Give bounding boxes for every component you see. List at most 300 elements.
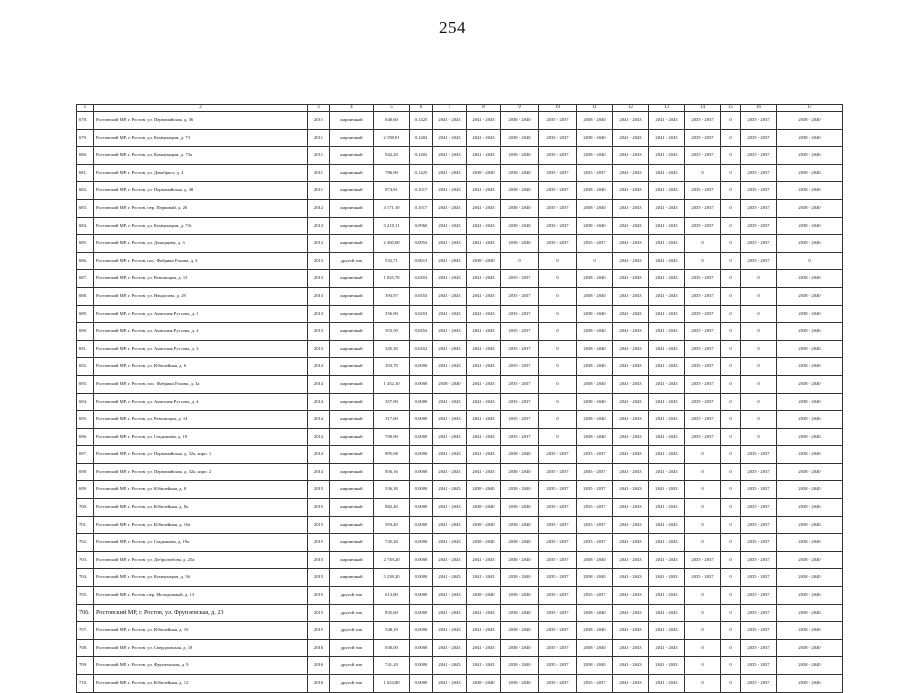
material-cell: кирпичный [330, 428, 374, 446]
row-number: 697. [77, 446, 94, 464]
period-cell: 2038 - 2040 [777, 287, 843, 305]
table-row [77, 340, 843, 358]
area-cell: 593,40 [374, 516, 410, 534]
period-cell: 2041 - 2043 [613, 428, 649, 446]
column-header: 1 [77, 105, 94, 112]
table-row [77, 604, 843, 622]
area-cell: 356,90 [374, 305, 410, 323]
period-cell: 0 [721, 199, 741, 217]
period-cell: 2035 - 2037 [685, 411, 721, 429]
row-number: 708. [77, 639, 94, 657]
table-row [77, 675, 843, 693]
address-cell: Ростовский МР, г. Ростов, ул. Юбилейная, д. 8а [94, 499, 308, 517]
period-cell: 2041 - 2043 [433, 551, 467, 569]
period-cell: 2041 - 2043 [467, 340, 501, 358]
period-cell: 2038 - 2040 [501, 604, 539, 622]
period-cell: 2038 - 2040 [777, 182, 843, 200]
period-cell: 0 [721, 428, 741, 446]
period-cell: 2038 - 2040 [777, 622, 843, 640]
row-number: 678. [77, 112, 94, 130]
period-cell: 2041 - 2043 [613, 481, 649, 499]
period-cell: 2038 - 2040 [577, 340, 613, 358]
period-cell: 0 [721, 622, 741, 640]
coefficient-cell: 0,0453 [410, 270, 433, 288]
column-header: 15 [721, 105, 741, 112]
period-cell: 2038 - 2040 [777, 569, 843, 587]
period-cell: 0 [685, 446, 721, 464]
period-cell: 2041 - 2043 [467, 428, 501, 446]
period-cell: 2041 - 2043 [467, 569, 501, 587]
area-cell: 336,30 [374, 481, 410, 499]
year-cell: 2011 [308, 147, 330, 165]
row-number: 681. [77, 164, 94, 182]
table-row [77, 411, 843, 429]
period-cell: 2035 - 2037 [539, 551, 577, 569]
address-cell: Ростовский МР, г. Ростов, пос. Фабрики Рахова, д. 3а [94, 375, 308, 393]
period-cell: 2041 - 2043 [649, 657, 685, 675]
row-number: 703. [77, 551, 94, 569]
coefficient-cell: 0,0000 [410, 622, 433, 640]
row-number: 701. [77, 516, 94, 534]
period-cell: 2035 - 2037 [539, 622, 577, 640]
area-cell: 2 360,00 [374, 235, 410, 253]
period-cell: 2041 - 2043 [433, 235, 467, 253]
period-cell: 2041 - 2043 [467, 323, 501, 341]
period-cell: 2035 - 2037 [539, 182, 577, 200]
period-cell: 2041 - 2043 [649, 252, 685, 270]
period-cell: 2041 - 2043 [467, 182, 501, 200]
coefficient-cell: 0,0613 [410, 252, 433, 270]
period-cell: 2041 - 2043 [613, 569, 649, 587]
period-cell: 2035 - 2037 [539, 217, 577, 235]
period-cell: 0 [721, 411, 741, 429]
period-cell: 2035 - 2037 [685, 323, 721, 341]
coefficient-cell: 0,0000 [410, 463, 433, 481]
period-cell: 2041 - 2043 [433, 147, 467, 165]
table-row [77, 199, 843, 217]
material-cell: кирпичный [330, 112, 374, 130]
period-cell: 0 [685, 604, 721, 622]
area-cell: 630,00 [374, 639, 410, 657]
period-cell: 2038 - 2040 [577, 639, 613, 657]
period-cell: 2035 - 2037 [741, 182, 777, 200]
year-cell: 2016 [308, 657, 330, 675]
row-number: 707. [77, 622, 94, 640]
period-cell: 2035 - 2037 [685, 358, 721, 376]
address-cell: Ростовский МР, г. Ростов, ул. Коммунаров, д. 56 [94, 569, 308, 587]
period-cell: 2041 - 2043 [649, 569, 685, 587]
period-cell: 2035 - 2037 [501, 323, 539, 341]
table-row [77, 516, 843, 534]
year-cell: 2016 [308, 639, 330, 657]
period-cell: 2035 - 2037 [539, 534, 577, 552]
page-number: 254 [439, 18, 466, 37]
row-number: 690. [77, 323, 94, 341]
period-cell: 2035 - 2037 [685, 217, 721, 235]
period-cell: 2041 - 2043 [649, 463, 685, 481]
period-cell: 2041 - 2043 [649, 164, 685, 182]
period-cell: 0 [685, 499, 721, 517]
period-cell: 2041 - 2043 [467, 657, 501, 675]
period-cell: 2038 - 2040 [501, 551, 539, 569]
coefficient-cell: 0,0000 [410, 481, 433, 499]
year-cell: 2012 [308, 217, 330, 235]
period-cell: 2035 - 2037 [577, 446, 613, 464]
period-cell: 0 [741, 340, 777, 358]
period-cell: 2041 - 2043 [649, 112, 685, 130]
period-cell: 2041 - 2043 [433, 639, 467, 657]
period-cell: 2041 - 2043 [467, 622, 501, 640]
period-cell: 2038 - 2040 [577, 411, 613, 429]
area-cell: 4 171,10 [374, 199, 410, 217]
material-cell: кирпичный [330, 287, 374, 305]
coefficient-cell: 0,0000 [410, 499, 433, 517]
period-cell: 2038 - 2040 [777, 587, 843, 605]
year-cell: 2015 [308, 516, 330, 534]
period-cell: 0 [685, 675, 721, 693]
address-cell: Ростовский МР, г. Ростов, ул. Революции, д. 14 [94, 411, 308, 429]
period-cell: 2038 - 2040 [777, 428, 843, 446]
column-header: 12 [613, 105, 649, 112]
address-cell: Ростовский МР, г. Ростов, ул. Первомайская, д. 48 [94, 182, 308, 200]
period-cell: 0 [539, 358, 577, 376]
coefficient-cell: 0,0000 [410, 604, 433, 622]
period-cell: 2038 - 2040 [777, 411, 843, 429]
period-cell: 2035 - 2037 [741, 481, 777, 499]
period-cell: 2038 - 2040 [467, 164, 501, 182]
period-cell: 2041 - 2043 [467, 463, 501, 481]
year-cell: 2011 [308, 129, 330, 147]
material-cell: кирпичный [330, 534, 374, 552]
period-cell: 2041 - 2043 [649, 411, 685, 429]
period-cell: 0 [721, 323, 741, 341]
period-cell: 2041 - 2043 [433, 534, 467, 552]
period-cell: 2035 - 2037 [539, 587, 577, 605]
period-cell: 2038 - 2040 [777, 323, 843, 341]
period-cell: 2041 - 2043 [467, 129, 501, 147]
period-cell: 0 [685, 235, 721, 253]
period-cell: 2041 - 2043 [649, 147, 685, 165]
year-cell: 2013 [308, 305, 330, 323]
coefficient-cell: 0,0000 [410, 587, 433, 605]
table-row [77, 182, 843, 200]
period-cell: 2041 - 2043 [467, 199, 501, 217]
period-cell: 2041 - 2043 [467, 235, 501, 253]
period-cell: 2038 - 2040 [777, 657, 843, 675]
period-cell: 2035 - 2037 [501, 305, 539, 323]
period-cell: 2035 - 2037 [539, 675, 577, 693]
row-number: 685. [77, 235, 94, 253]
period-cell: 2041 - 2043 [433, 393, 467, 411]
table-row [77, 481, 843, 499]
period-cell: 0 [577, 252, 613, 270]
area-cell: 5 210,11 [374, 217, 410, 235]
period-cell: 2041 - 2043 [613, 446, 649, 464]
period-cell: 2038 - 2040 [501, 112, 539, 130]
year-cell: 2015 [308, 569, 330, 587]
period-cell: 2038 - 2040 [501, 587, 539, 605]
period-cell: 2041 - 2043 [649, 287, 685, 305]
address-cell: Ростовский МР, г. Ростов, ул. Некрасова, д. 29 [94, 287, 308, 305]
table-row [77, 375, 843, 393]
registry-table [76, 104, 843, 693]
period-cell: 2038 - 2040 [777, 147, 843, 165]
coefficient-cell: 0,0452 [410, 323, 433, 341]
period-cell: 2038 - 2040 [577, 217, 613, 235]
year-cell: 2011 [308, 112, 330, 130]
period-cell: 2035 - 2037 [539, 112, 577, 130]
period-cell: 2041 - 2043 [433, 411, 467, 429]
address-cell: Ростовский МР, г. Ростов, ул. Гладышева, д. 19а [94, 534, 308, 552]
row-number: 702. [77, 534, 94, 552]
period-cell: 2041 - 2043 [613, 393, 649, 411]
period-cell: 0 [721, 375, 741, 393]
period-cell: 2035 - 2037 [501, 375, 539, 393]
row-number: 700. [77, 499, 94, 517]
period-cell: 2038 - 2040 [777, 270, 843, 288]
area-cell: 345,30 [374, 340, 410, 358]
period-cell: 2038 - 2040 [501, 217, 539, 235]
column-header: 2 [94, 105, 308, 112]
period-cell: 2041 - 2043 [649, 217, 685, 235]
period-cell: 2035 - 2037 [741, 569, 777, 587]
period-cell: 2041 - 2043 [433, 428, 467, 446]
area-cell: 745,20 [374, 534, 410, 552]
period-cell: 2035 - 2037 [741, 199, 777, 217]
period-cell: 2041 - 2043 [613, 340, 649, 358]
period-cell: 2041 - 2043 [433, 340, 467, 358]
period-cell: 2035 - 2037 [741, 499, 777, 517]
period-cell: 2035 - 2037 [685, 112, 721, 130]
address-cell: Ростовский МР, г. Ростов, ул. Фрунзенская, д. 9 [94, 657, 308, 675]
period-cell: 2035 - 2037 [577, 463, 613, 481]
period-cell: 2041 - 2043 [433, 182, 467, 200]
coefficient-cell: 0,0000 [410, 675, 433, 693]
column-header: 11 [577, 105, 613, 112]
period-cell: 2035 - 2037 [741, 463, 777, 481]
period-cell: 0 [685, 622, 721, 640]
period-cell: 2038 - 2040 [467, 516, 501, 534]
period-cell: 2035 - 2037 [685, 270, 721, 288]
material-cell: кирпичный [330, 463, 374, 481]
period-cell: 2035 - 2037 [539, 463, 577, 481]
period-cell: 2038 - 2040 [577, 569, 613, 587]
period-cell: 0 [685, 516, 721, 534]
row-number: 694. [77, 393, 94, 411]
period-cell: 2041 - 2043 [467, 287, 501, 305]
period-cell: 2041 - 2043 [433, 516, 467, 534]
period-cell: 2035 - 2037 [577, 499, 613, 517]
column-header: 8 [467, 105, 501, 112]
period-cell: 2038 - 2040 [433, 375, 467, 393]
period-cell: 2041 - 2043 [613, 199, 649, 217]
period-cell: 2038 - 2040 [577, 657, 613, 675]
period-cell: 2035 - 2037 [539, 147, 577, 165]
period-cell: 2041 - 2043 [433, 569, 467, 587]
period-cell: 2041 - 2043 [649, 305, 685, 323]
period-cell: 2041 - 2043 [433, 199, 467, 217]
coefficient-cell: 0,1425 [410, 164, 433, 182]
period-cell: 0 [685, 587, 721, 605]
column-header: 6 [410, 105, 433, 112]
period-cell: 2041 - 2043 [433, 622, 467, 640]
period-cell: 0 [721, 446, 741, 464]
period-cell: 0 [741, 305, 777, 323]
period-cell: 2035 - 2037 [685, 287, 721, 305]
period-cell: 2041 - 2043 [467, 217, 501, 235]
period-cell: 2041 - 2043 [649, 516, 685, 534]
table-row [77, 305, 843, 323]
period-cell: 2041 - 2043 [467, 411, 501, 429]
period-cell: 2038 - 2040 [577, 358, 613, 376]
period-cell: 2038 - 2040 [577, 287, 613, 305]
period-cell: 2035 - 2037 [741, 551, 777, 569]
period-cell: 2035 - 2037 [577, 534, 613, 552]
period-cell: 0 [685, 481, 721, 499]
coefficient-cell: 0,0000 [410, 411, 433, 429]
address-cell: Ростовский МР, г. Ростов, ул. Анатолия Руссова, д. 3 [94, 340, 308, 358]
period-cell: 2035 - 2037 [539, 235, 577, 253]
area-cell: 2 198,01 [374, 129, 410, 147]
period-cell: 2041 - 2043 [613, 587, 649, 605]
area-cell: 700,90 [374, 428, 410, 446]
period-cell: 2035 - 2037 [741, 516, 777, 534]
period-cell: 2038 - 2040 [501, 622, 539, 640]
material-cell: кирпичный [330, 393, 374, 411]
coefficient-cell: 0,1017 [410, 199, 433, 217]
material-cell: кирпичный [330, 305, 374, 323]
coefficient-cell: 0,0000 [410, 393, 433, 411]
period-cell: 2038 - 2040 [501, 481, 539, 499]
coefficient-cell: 0,0000 [410, 428, 433, 446]
area-cell: 1 432,10 [374, 375, 410, 393]
period-cell: 2041 - 2043 [613, 147, 649, 165]
period-cell: 2035 - 2037 [741, 252, 777, 270]
year-cell: 2014 [308, 411, 330, 429]
year-cell: 2015 [308, 534, 330, 552]
period-cell: 2035 - 2037 [539, 516, 577, 534]
period-cell: 0 [539, 428, 577, 446]
material-cell: другой тип [330, 657, 374, 675]
period-cell: 0 [721, 463, 741, 481]
column-header: 17 [777, 105, 843, 112]
area-cell: 532,71 [374, 252, 410, 270]
period-cell: 2041 - 2043 [613, 463, 649, 481]
period-cell: 2035 - 2037 [539, 499, 577, 517]
period-cell: 2038 - 2040 [501, 446, 539, 464]
period-cell: 0 [539, 270, 577, 288]
period-cell: 0 [721, 516, 741, 534]
row-number: 699. [77, 481, 94, 499]
period-cell: 2041 - 2043 [649, 639, 685, 657]
row-number: 692. [77, 358, 94, 376]
table-row [77, 569, 843, 587]
registry-table-container [76, 104, 842, 693]
period-cell: 0 [721, 252, 741, 270]
period-cell: 0 [741, 411, 777, 429]
year-cell: 2013 [308, 252, 330, 270]
period-cell: 2038 - 2040 [777, 340, 843, 358]
period-cell: 2038 - 2040 [501, 199, 539, 217]
period-cell: 2035 - 2037 [685, 393, 721, 411]
period-cell: 0 [721, 112, 741, 130]
period-cell: 2035 - 2037 [685, 569, 721, 587]
period-cell: 2038 - 2040 [577, 112, 613, 130]
period-cell: 2041 - 2043 [433, 499, 467, 517]
period-cell: 2035 - 2037 [539, 639, 577, 657]
address-cell: Ростовский МР, г. Ростов, ул. Анатолия Руссова, д. 4 [94, 393, 308, 411]
material-cell: кирпичный [330, 199, 374, 217]
period-cell: 2038 - 2040 [777, 358, 843, 376]
header-row [77, 105, 843, 112]
period-cell: 0 [777, 252, 843, 270]
period-cell: 2038 - 2040 [577, 428, 613, 446]
period-cell: 2041 - 2043 [613, 287, 649, 305]
year-cell: 2012 [308, 199, 330, 217]
period-cell: 2038 - 2040 [577, 622, 613, 640]
period-cell: 0 [721, 534, 741, 552]
period-cell: 2035 - 2037 [741, 622, 777, 640]
address-cell: Ростовский МР, г. Ростов, ул. Юбилейная, д. 10а [94, 516, 308, 534]
period-cell: 2038 - 2040 [467, 252, 501, 270]
period-cell: 2035 - 2037 [501, 411, 539, 429]
period-cell: 0 [539, 393, 577, 411]
row-number: 710. [77, 675, 94, 693]
period-cell: 2035 - 2037 [741, 446, 777, 464]
period-cell: 2041 - 2043 [649, 235, 685, 253]
period-cell: 2035 - 2037 [741, 129, 777, 147]
year-cell: 2015 [308, 481, 330, 499]
period-cell: 2038 - 2040 [777, 217, 843, 235]
material-cell: кирпичный [330, 182, 374, 200]
coefficient-cell: 0,0000 [410, 358, 433, 376]
period-cell: 2035 - 2037 [741, 217, 777, 235]
period-cell: 2035 - 2037 [741, 675, 777, 693]
period-cell: 2038 - 2040 [501, 182, 539, 200]
period-cell: 2041 - 2043 [649, 375, 685, 393]
period-cell: 2041 - 2043 [613, 217, 649, 235]
coefficient-cell: 0,0000 [410, 551, 433, 569]
coefficient-cell: 0,1425 [410, 112, 433, 130]
address-cell: Ростовский МР, г. Ростов, ул. Декабрист, д. 4 [94, 164, 308, 182]
material-cell: кирпичный [330, 340, 374, 358]
year-cell: 2015 [308, 499, 330, 517]
year-cell: 2014 [308, 463, 330, 481]
period-cell: 0 [721, 270, 741, 288]
period-cell: 2041 - 2043 [649, 340, 685, 358]
column-header: 7 [433, 105, 467, 112]
period-cell: 2035 - 2037 [577, 516, 613, 534]
period-cell: 2038 - 2040 [577, 323, 613, 341]
period-cell: 2038 - 2040 [777, 305, 843, 323]
period-cell: 2038 - 2040 [467, 481, 501, 499]
period-cell: 0 [539, 411, 577, 429]
period-cell: 2041 - 2043 [649, 358, 685, 376]
period-cell: 0 [741, 393, 777, 411]
row-number: 679. [77, 129, 94, 147]
period-cell: 2038 - 2040 [577, 393, 613, 411]
period-cell: 2038 - 2040 [777, 235, 843, 253]
period-cell: 2038 - 2040 [577, 305, 613, 323]
coefficient-cell: 0,0452 [410, 340, 433, 358]
period-cell: 0 [721, 604, 741, 622]
coefficient-cell: 0,0000 [410, 569, 433, 587]
row-number: 698. [77, 463, 94, 481]
period-cell: 0 [721, 657, 741, 675]
period-cell: 0 [721, 551, 741, 569]
period-cell: 2035 - 2037 [685, 199, 721, 217]
period-cell: 2041 - 2043 [613, 112, 649, 130]
